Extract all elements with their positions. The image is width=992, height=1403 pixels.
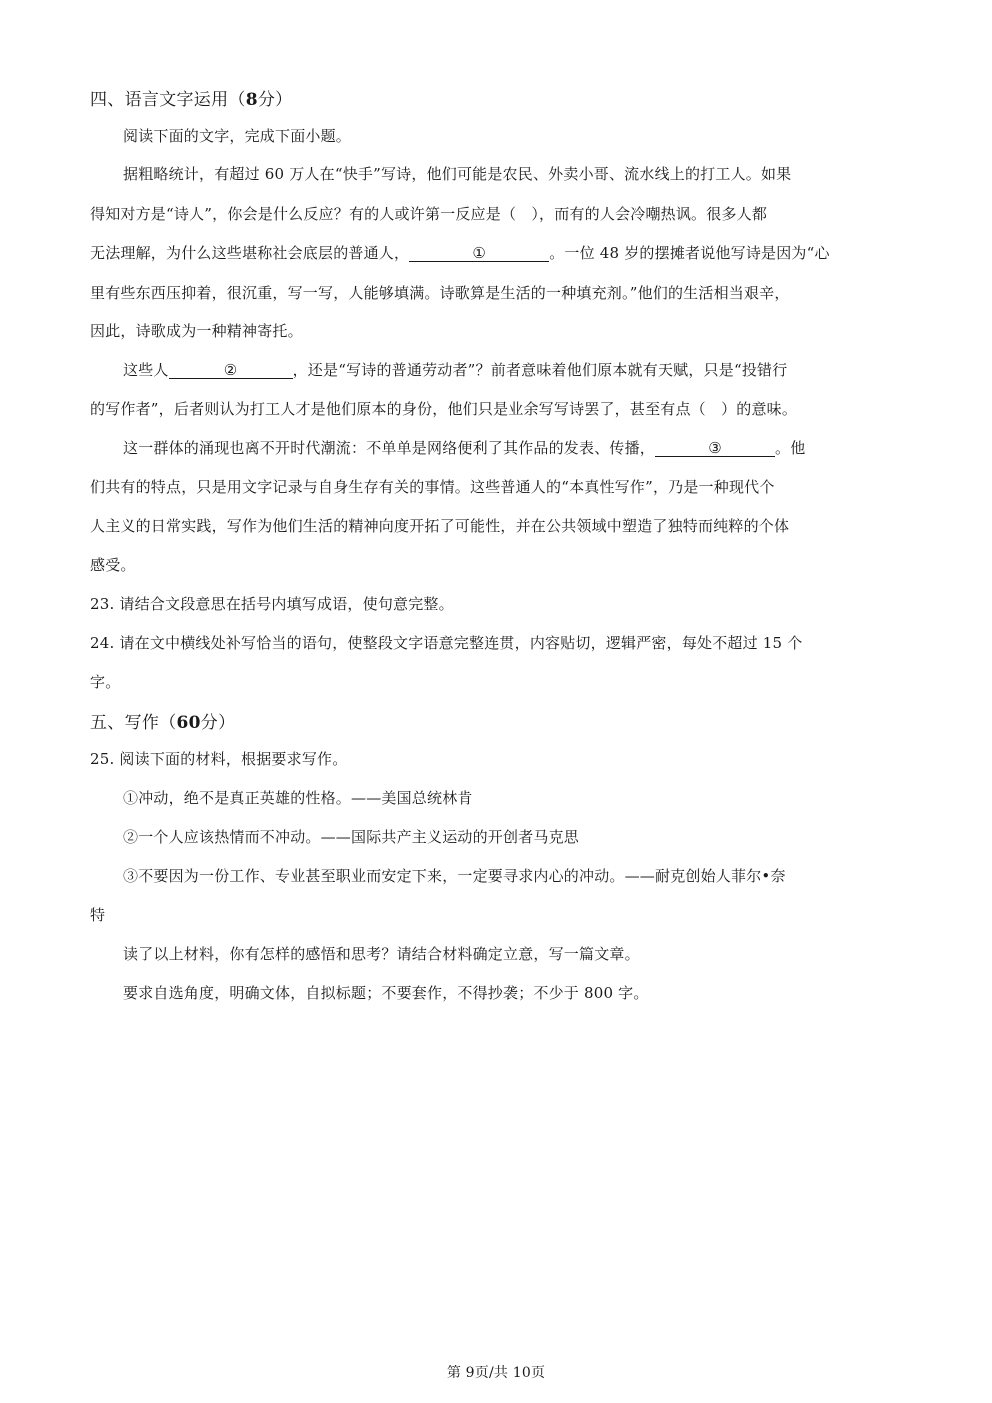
page-footer: 第 9页/共 10页 <box>446 1365 546 1381</box>
passage-line: 们共有的特点，只是用文字记录与自身生存有关的事情。这些普通人的“本真性写作”，乃是一种现代个 <box>90 478 775 496</box>
passage-text: 。一位 48 岁的摆摊者说他写诗是因为“心 <box>549 244 830 262</box>
material-3: ③不要因为一份工作、专业甚至职业而安定下来，一定要寻求内心的冲动。——耐克创始人菲尔•奈 <box>123 867 786 885</box>
heading-score: 8 <box>245 90 258 110</box>
passage-line <box>90 242 830 263</box>
heading-suffix: 分） <box>200 713 236 733</box>
passage-line: 感受。 <box>90 556 136 574</box>
passage-text: 这些人 <box>123 361 169 379</box>
passage-line: 因此，诗歌成为一种精神寄托。 <box>90 322 303 340</box>
writing-requirement: 要求自选角度，明确文体，自拟标题；不要套作，不得抄袭；不少于 800 字。 <box>123 984 649 1002</box>
passage-line: 里有些东西压抑着，很沉重，写一写，人能够填满。诗歌算是生活的一种填充剂。”他们的生活相当艰辛， <box>90 284 790 302</box>
blank-2: ② <box>169 363 293 379</box>
question-24-line: 字。 <box>90 673 121 691</box>
material-1: ①冲动，绝不是真正英雄的性格。——美国总统林肯 <box>123 789 473 807</box>
passage-line: 得知对方是“诗人”，你会是什么反应？有的人或许第一反应是（ ），而有的人会冷嘲热讽。很多人都 <box>90 205 768 223</box>
heading-score: 60 <box>176 713 201 733</box>
passage-line <box>123 359 787 380</box>
question-25: 25. 阅读下面的材料，根据要求写作。 <box>90 750 348 768</box>
section-four-heading <box>90 85 292 110</box>
material-3-continued: 特 <box>90 906 106 924</box>
passage-line <box>123 437 805 458</box>
passage-text: ，还是“写诗的普通劳动者”？前者意味着他们原本就有天赋，只是“投错行 <box>292 361 788 379</box>
material-2: ②一个人应该热情而不冲动。——国际共产主义运动的开创者马克思 <box>123 828 580 846</box>
writing-prompt: 读了以上材料，你有怎样的感悟和思考？请结合材料确定立意，写一篇文章。 <box>123 945 640 963</box>
passage-text: 无法理解，为什么这些堪称社会底层的普通人， <box>90 244 410 262</box>
heading-text: 四、语言文字运用（ <box>90 90 246 110</box>
passage-line: 人主义的日常实践，写作为他们生活的精神向度开拓了可能性，并在公共领域中塑造了独特而纯粹的个体 <box>90 517 790 535</box>
passage-line: 据粗略统计，有超过 60 万人在“快手”写诗，他们可能是农民、外卖小哥、流水线上的打工人。如果 <box>123 165 792 183</box>
section-five-heading <box>90 708 235 733</box>
question-24-line: 24. 请在文中横线处补写恰当的语句，使整段文字语意完整连贯，内容贴切，逻辑严密，每处不超过 15 个 <box>90 634 803 652</box>
passage-text: 。他 <box>775 439 806 457</box>
blank-1: ① <box>409 246 549 262</box>
passage-line: 的写作者”，后者则认为打工人才是他们原本的身份，他们只是业余写写诗罢了，甚至有点（ ）的意味。 <box>90 400 798 418</box>
instruction-text: 阅读下面的文字，完成下面小题。 <box>123 127 352 145</box>
question-23: 23. 请结合文段意思在括号内填写成语，使句意完整。 <box>90 595 454 613</box>
heading-suffix: 分） <box>257 90 293 110</box>
heading-text: 五、写作（ <box>90 713 177 733</box>
blank-3: ③ <box>655 441 775 457</box>
passage-text: 这一群体的涌现也离不开时代潮流：不单单是网络便利了其作品的发表、传播， <box>123 439 656 457</box>
